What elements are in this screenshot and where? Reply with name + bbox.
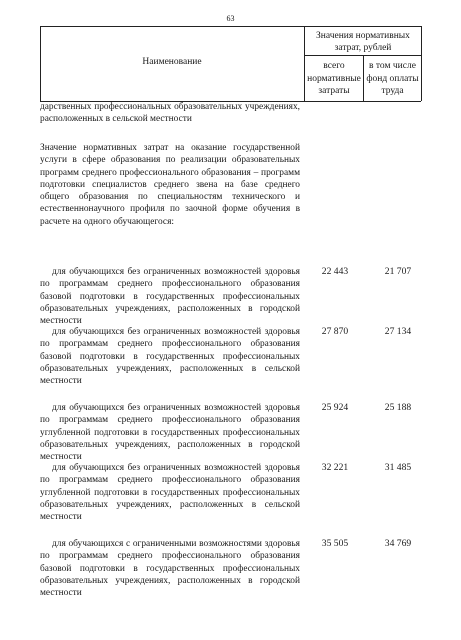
row-description: для обучающихся без ограниченных возможностей здоровья по программам среднего профессионального образования углубленной подготовки в государственных профессиональных образовательных учреждениях, расположенных в сельской местности [40, 463, 300, 523]
row-total-value: 35 505 [321, 538, 349, 549]
row-description: для обучающихся без ограниченных возможностей здоровья по программам среднего профессионального образования углубленной подготовки в государственных профессиональных образовательных учреждениях, расположенных в городской местности [40, 403, 300, 463]
header-name-column: Наименование [142, 57, 202, 67]
row-total-value: 22 443 [321, 266, 349, 277]
row-total-value: 25 924 [321, 402, 349, 413]
header-values-group: Значения нормативных затрат, рублей [316, 31, 410, 53]
section-description: Значение нормативных затрат на оказание государственной услуги в сфере образования по реализации образовательных программ среднего профессионального образования – программ подготовки специалистов среднего звена на базе среднего общего образования по специальностям технического и естественнонаучного профиля по заочной форме обучения в расчете на одного обучающегося: [40, 143, 300, 227]
row-description: для обучающихся без ограниченных возможностей здоровья по программам среднего профессионального образования базовой подготовки в государственных профессиональных образовательных учреждениях, расположенных в сельской местности [40, 327, 300, 387]
page-number: 63 [226, 14, 235, 23]
row-description: для обучающихся без ограниченных возможностей здоровья по программам среднего профессионального образования базовой подготовки в государственных профессиональных образовательных учреждениях, расположенных в городской местности [40, 267, 300, 327]
row-total-value: 32 221 [321, 462, 349, 473]
row-wage-value: 27 134 [384, 326, 412, 337]
row-total-value: 27 870 [321, 326, 349, 337]
row-wage-value: 21 707 [384, 266, 412, 277]
row-wage-value: 34 769 [384, 538, 412, 549]
header-total-column: всего нормативные затраты [307, 61, 361, 96]
row-wage-value: 25 188 [384, 402, 412, 413]
continuation-text: дарственных профессиональных образовательных учреждениях, расположенных в сельской местности [40, 102, 300, 125]
header-wage-column: в том числе фонд оплаты труда [366, 61, 419, 96]
row-wage-value: 31 485 [384, 462, 412, 473]
row-description: для обучающихся с ограниченными возможностями здоровья по программам среднего профессионального образования базовой подготовки в государственных профессиональных образовательных учреждениях, расположенных в городской местности [40, 539, 300, 599]
